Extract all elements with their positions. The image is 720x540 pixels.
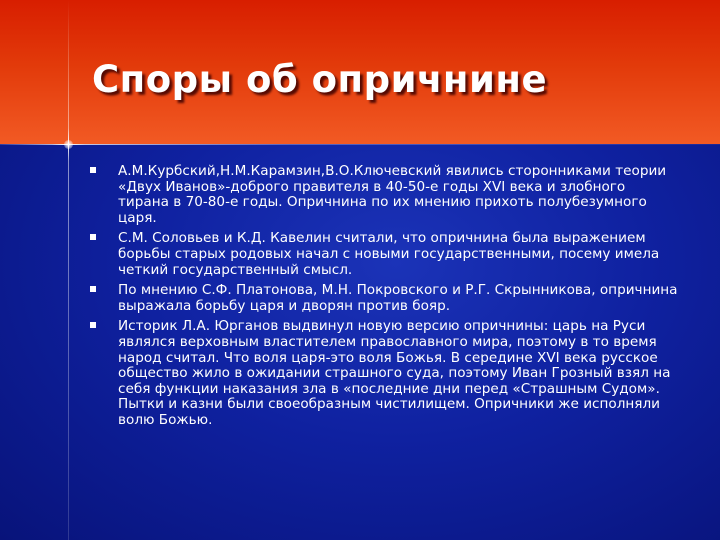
bullet-text: Историк Л.А. Юрганов выдвинул новую версию опричнины: царь на Руси являлся верховным властителем православного мира, поэтому в то время народ считал. Что воля царя-это воля Божья. В середине XVI века русское общество жило в ожидании страшного суда, поэтому Иван Грозный взял на себя функции наказания зла в «последние дни перед «Страшным Судом». Пытки и казни были своеобразным чистилищем. Опричники же исполняли волю Божью. <box>118 318 671 428</box>
bullet-item <box>90 164 680 226</box>
bullet-icon <box>90 286 96 292</box>
bullet-item <box>90 283 680 314</box>
bullet-icon <box>90 167 96 173</box>
bullet-text: По мнению С.Ф. Платонова, М.Н. Покровского и Р.Г. Скрынникова, опричнина выражала борьбу царя и дворян против бояр. <box>118 282 678 314</box>
bullet-icon <box>90 234 96 240</box>
bullet-text: С.М. Соловьев и К.Д. Кавелин считали, что опричнина была выражением борьбы старых родовых начал с новыми государственными, посему имела четкий государственный смысл. <box>118 230 660 278</box>
bullet-item <box>90 231 680 278</box>
slide-title: Споры об опричнине <box>92 58 548 101</box>
bullet-list <box>90 164 680 434</box>
bullet-text: А.М.Курбский,Н.М.Карамзин,В.О.Ключевский явились сторонниками теории «Двух Иванов»-доброго правителя в 40-50-е годы XVI века и злобного тирана в 70-80-е годы. Опричнина по их мнению прихоть полубезумного царя. <box>118 163 667 226</box>
horizontal-accent-line <box>0 144 720 145</box>
bullet-icon <box>90 322 96 328</box>
bullet-item <box>90 319 680 428</box>
sparkle-icon <box>52 128 85 161</box>
vertical-accent-line <box>68 0 69 540</box>
